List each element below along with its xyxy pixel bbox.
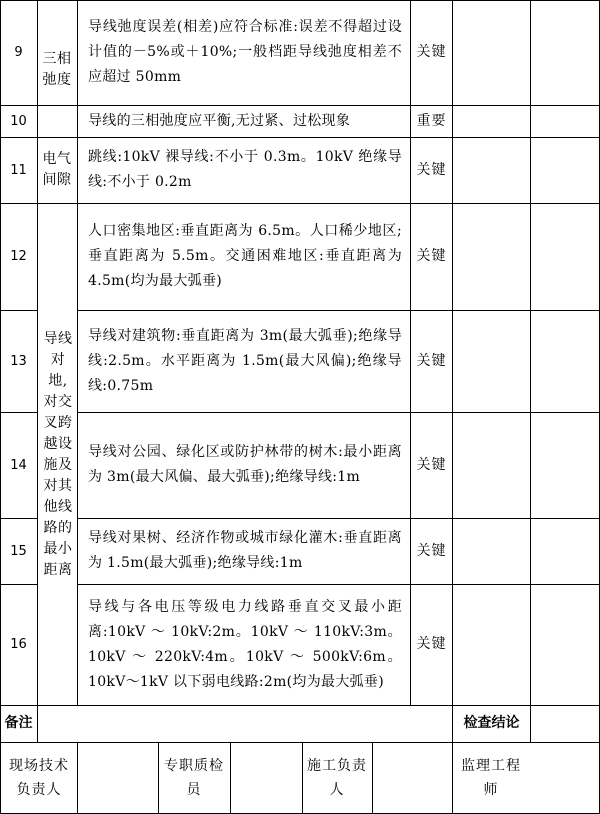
level-badge: 关键 — [416, 352, 447, 369]
signature-label-supervisor: 监理工程师 — [461, 758, 521, 798]
inspection-content: 人口密集地区:垂直距离为 6.5m。人口稀少地区;垂直距离为 5.5m。交通困难地区:垂直距离为 4.5m(均为最大弧垂) — [88, 223, 402, 289]
row-number: 9 — [14, 45, 23, 60]
signature-field-quality[interactable] — [231, 743, 302, 814]
row-number: 16 — [10, 637, 27, 652]
remark-field[interactable] — [38, 705, 452, 742]
row-number: 11 — [10, 162, 27, 178]
row-number: 14 — [10, 457, 27, 473]
level-badge: 关键 — [416, 44, 447, 60]
level-badge: 关键 — [416, 456, 447, 473]
row-number: 15 — [10, 543, 27, 559]
row-number: 12 — [10, 249, 27, 264]
remark-label: 备注 — [4, 715, 33, 731]
inspection-content: 导线与各电压等级电力线路垂直交叉最小距离:10kV ～ 10kV:2m。10kV ～ 110kV:3m。10kV ～ 220kV:4m。10kV ～ 500kV:6m。10kV～1kV 以下弱电线路:2m(均为最大弧垂) — [88, 598, 402, 690]
level-badge: 关键 — [416, 636, 447, 652]
row-number: 13 — [10, 353, 27, 369]
inspection-content: 导线对果树、经济作物或城市绿化灌木:垂直距离为 1.5m(最大弧垂);绝缘导线:1m — [88, 530, 402, 571]
level-badge: 关键 — [416, 542, 447, 559]
col-line — [452, 742, 453, 814]
inspection-content: 导线的三相弛度应平衡,无过紧、过松现象 — [88, 112, 351, 129]
signature-field-site-tech[interactable] — [78, 743, 158, 814]
row-number: 10 — [10, 113, 27, 129]
category-clearance: 电气间隙 — [42, 151, 72, 188]
level-badge: 重要 — [416, 112, 447, 129]
col-line — [302, 742, 303, 814]
inspection-content: 导线对公园、绿化区或防护林带的树木:最小距离为 3m(最大风偏、最大弧垂);绝缘导线:1m — [88, 444, 402, 485]
inspection-content: 导线弛度误差(相差)应符合标准:误差不得超过设计值的－5%或＋10%;一般档距导线弛度相差不应超过 50mm — [88, 19, 402, 85]
category-crossing: 导线对地,对交叉跨越设施及对其他线路的最小距离 — [43, 331, 73, 578]
level-badge: 关键 — [416, 248, 447, 264]
col-line — [158, 742, 159, 814]
level-badge: 关键 — [416, 161, 447, 178]
conclusion-field[interactable] — [531, 705, 600, 742]
signature-label-quality: 专职质检员 — [164, 758, 224, 798]
signature-label-construction: 施工负责人 — [307, 758, 367, 798]
signature-field-construction[interactable] — [373, 743, 452, 814]
conclusion-label: 检查结论 — [463, 715, 520, 731]
col-line — [530, 0, 531, 742]
signature-field-supervisor[interactable] — [531, 743, 600, 814]
signature-label-site-tech: 现场技术负责人 — [9, 758, 69, 798]
inspection-content: 跳线:10kV 裸导线:不小于 0.3m。10kV 绝缘导线:不小于 0.2m — [88, 149, 402, 190]
category-sag: 三相弛度 — [42, 51, 72, 88]
inspection-content: 导线对建筑物:垂直距离为 3m(最大弧垂);绝缘导线:2.5m。水平距离为 1.5m(最大风偏);绝缘导线:0.75m — [88, 327, 402, 394]
